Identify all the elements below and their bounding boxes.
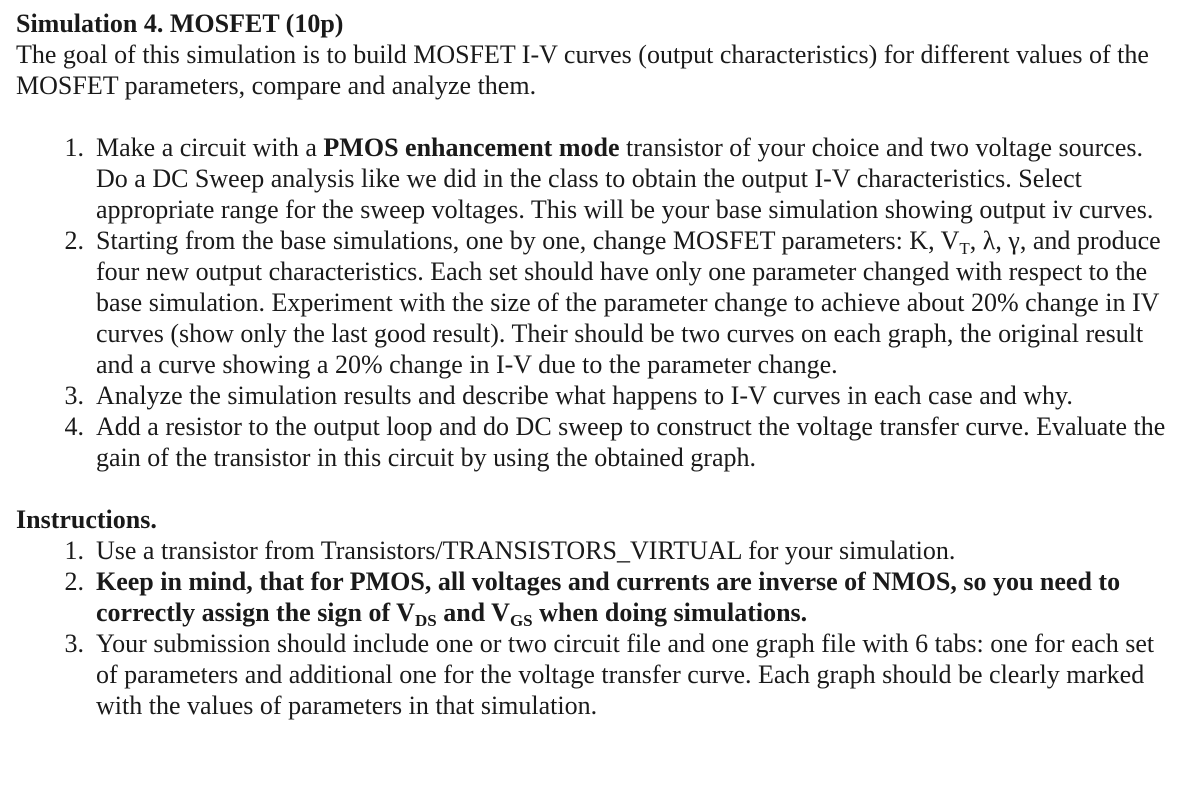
list-number: 2. [64,226,84,255]
list-number: 3. [64,629,84,658]
instructions-heading: Instructions. [16,505,157,534]
section-title: Simulation 4. MOSFET (10p) [16,9,344,38]
spacer [16,101,1170,132]
list-number: 1. [64,536,84,565]
step-text: Starting from the base simulations, one by one, change MOSFET parameters: K, V [96,226,960,255]
step-text: Make a circuit with a [96,133,324,162]
step-text: transistor of your choice and two voltage sources. Do a DC Sweep analysis like we did in the class to obtain the output I-V characteristics. Select appropriate range for the sweep voltages. This will be your base simulation showing output iv curves. [96,133,1154,224]
list-item [16,132,1170,225]
list-number: 4. [64,412,84,441]
spacer [16,473,1170,504]
subscript: T [959,239,970,258]
subscript: GS [509,611,533,630]
instruction-text: Use a transistor from Transistors/TRANSISTORS_VIRTUAL for your simulation. [96,536,956,565]
step-bold-text: PMOS enhancement mode [323,133,620,162]
subscript: DS [414,611,437,630]
instruction-text: and V [436,598,510,627]
instruction-text: when doing simulations. [532,598,808,627]
instructions-list [16,535,1170,721]
steps-list [16,132,1170,473]
list-item [16,225,1170,380]
step-text: Analyze the simulation results and describe what happens to I-V curves in each case and why. [96,381,1073,410]
list-item [16,628,1170,721]
step-text: Add a resistor to the output loop and do DC sweep to construct the voltage transfer curve. Evaluate the gain of the transistor in this circuit by using the obtained graph. [96,412,1166,472]
instruction-text: Keep in mind, that for PMOS, all voltages and currents are inverse of NMOS, so you need to correctly assign the sign of V [96,567,1121,627]
list-item [16,411,1170,473]
list-item [16,566,1170,628]
list-number: 3. [64,381,84,410]
list-number: 2. [64,567,84,596]
intro-paragraph: The goal of this simulation is to build MOSFET I-V curves (output characteristics) for different values of the MOSFET parameters, compare and analyze them. [16,40,1149,100]
list-number: 1. [64,133,84,162]
step-text: , λ, γ, and produce four new output characteristics. Each set should have only one parameter changed with respect to the base simulation. Experiment with the size of the parameter change to achieve about 20% change in IV curves (show only the last good result). Their should be two curves on each graph, the original result and a curve showing a 20% change in I-V due to the parameter change. [96,226,1161,379]
instruction-text: Your submission should include one or two circuit file and one graph file with 6 tabs: one for each set of parameters and additional one for the voltage transfer curve. Each graph should be clearly marked with the values of parameters in that simulation. [96,629,1155,720]
list-item [16,380,1170,411]
list-item [16,535,1170,566]
